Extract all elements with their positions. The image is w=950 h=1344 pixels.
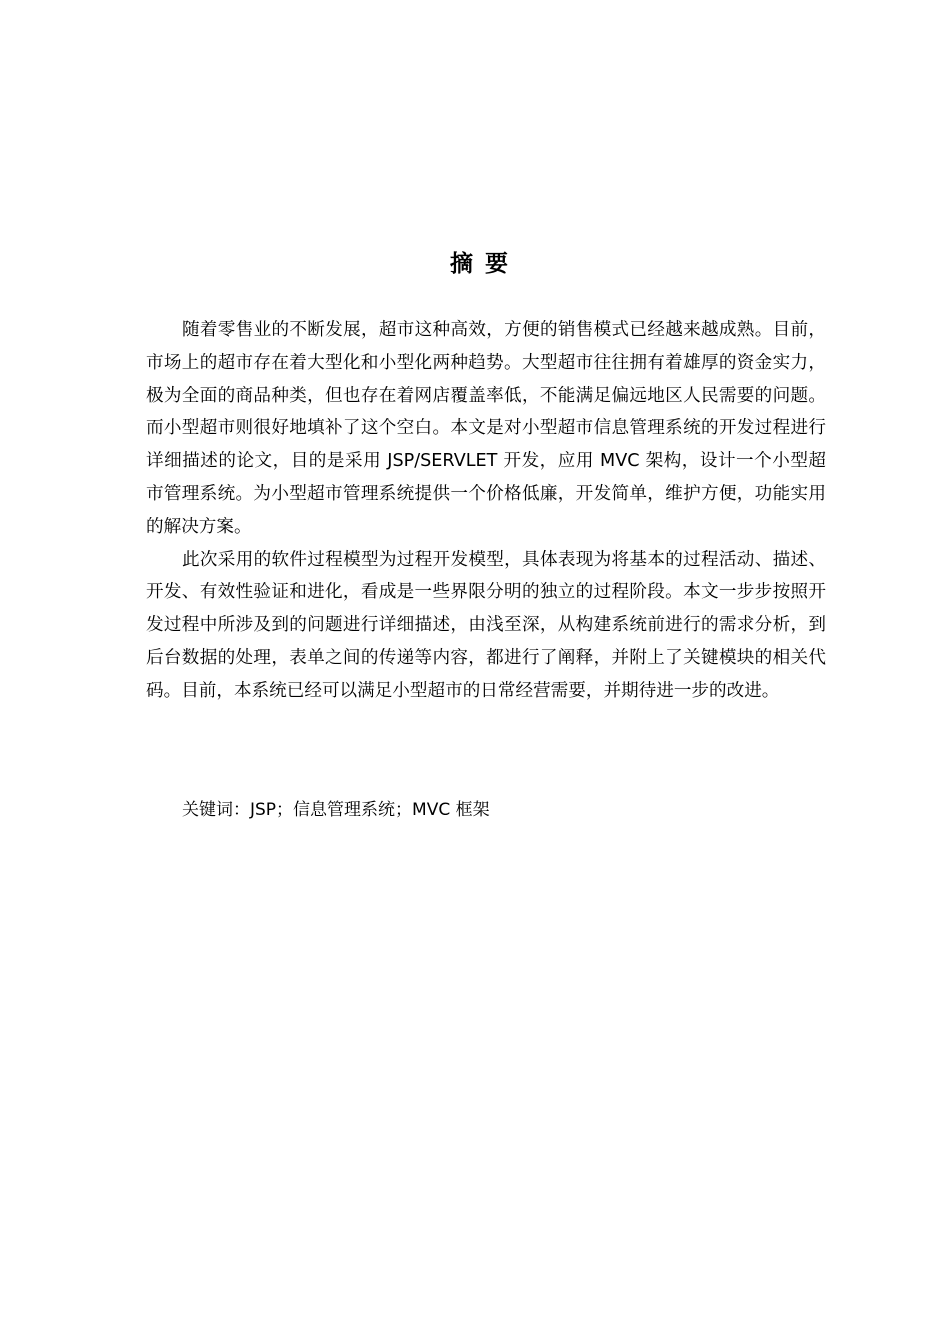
abstract-paragraph-2: 此次采用的软件过程模型为过程开发模型，具体表现为将基本的过程活动、描述、开发、有效性验证和进化，看成是一些界限分明的独立的过程阶段。本文一步步按照开发过程中所涉及到的问题进行详细描述，由浅至深，从构建系统前进行的需求分析，到后台数据的处理，表单之间的传递等内容，都进行了阐释，并附上了关键模块的相关代码。目前，本系统已经可以满足小型超市的日常经营需要，并期待进一步的改进。: [146, 549, 826, 701]
abstract-body: [146, 314, 826, 708]
keywords-line: 关键词：JSP；信息管理系统；MVC 框架: [182, 800, 490, 820]
abstract-paragraph-1: 随着零售业的不断发展，超市这种高效，方便的销售模式已经越来越成熟。目前，市场上的超市存在着大型化和小型化两种趋势。大型超市往往拥有着雄厚的资金实力，极为全面的商品种类，但也存在着网店覆盖率低，不能满足偏远地区人民需要的问题。而小型超市则很好地填补了这个空白。本文是对小型超市信息管理系统的开发过程进行详细描述的论文，目的是采用 JSP/SERVLET 开发，应用 MVC 架构，设计一个小型超市管理系统。为小型超市管理系统提供一个价格低廉，开发简单，维护方便，功能实用的解决方案。: [146, 320, 826, 537]
abstract-title: 摘要: [450, 251, 520, 277]
